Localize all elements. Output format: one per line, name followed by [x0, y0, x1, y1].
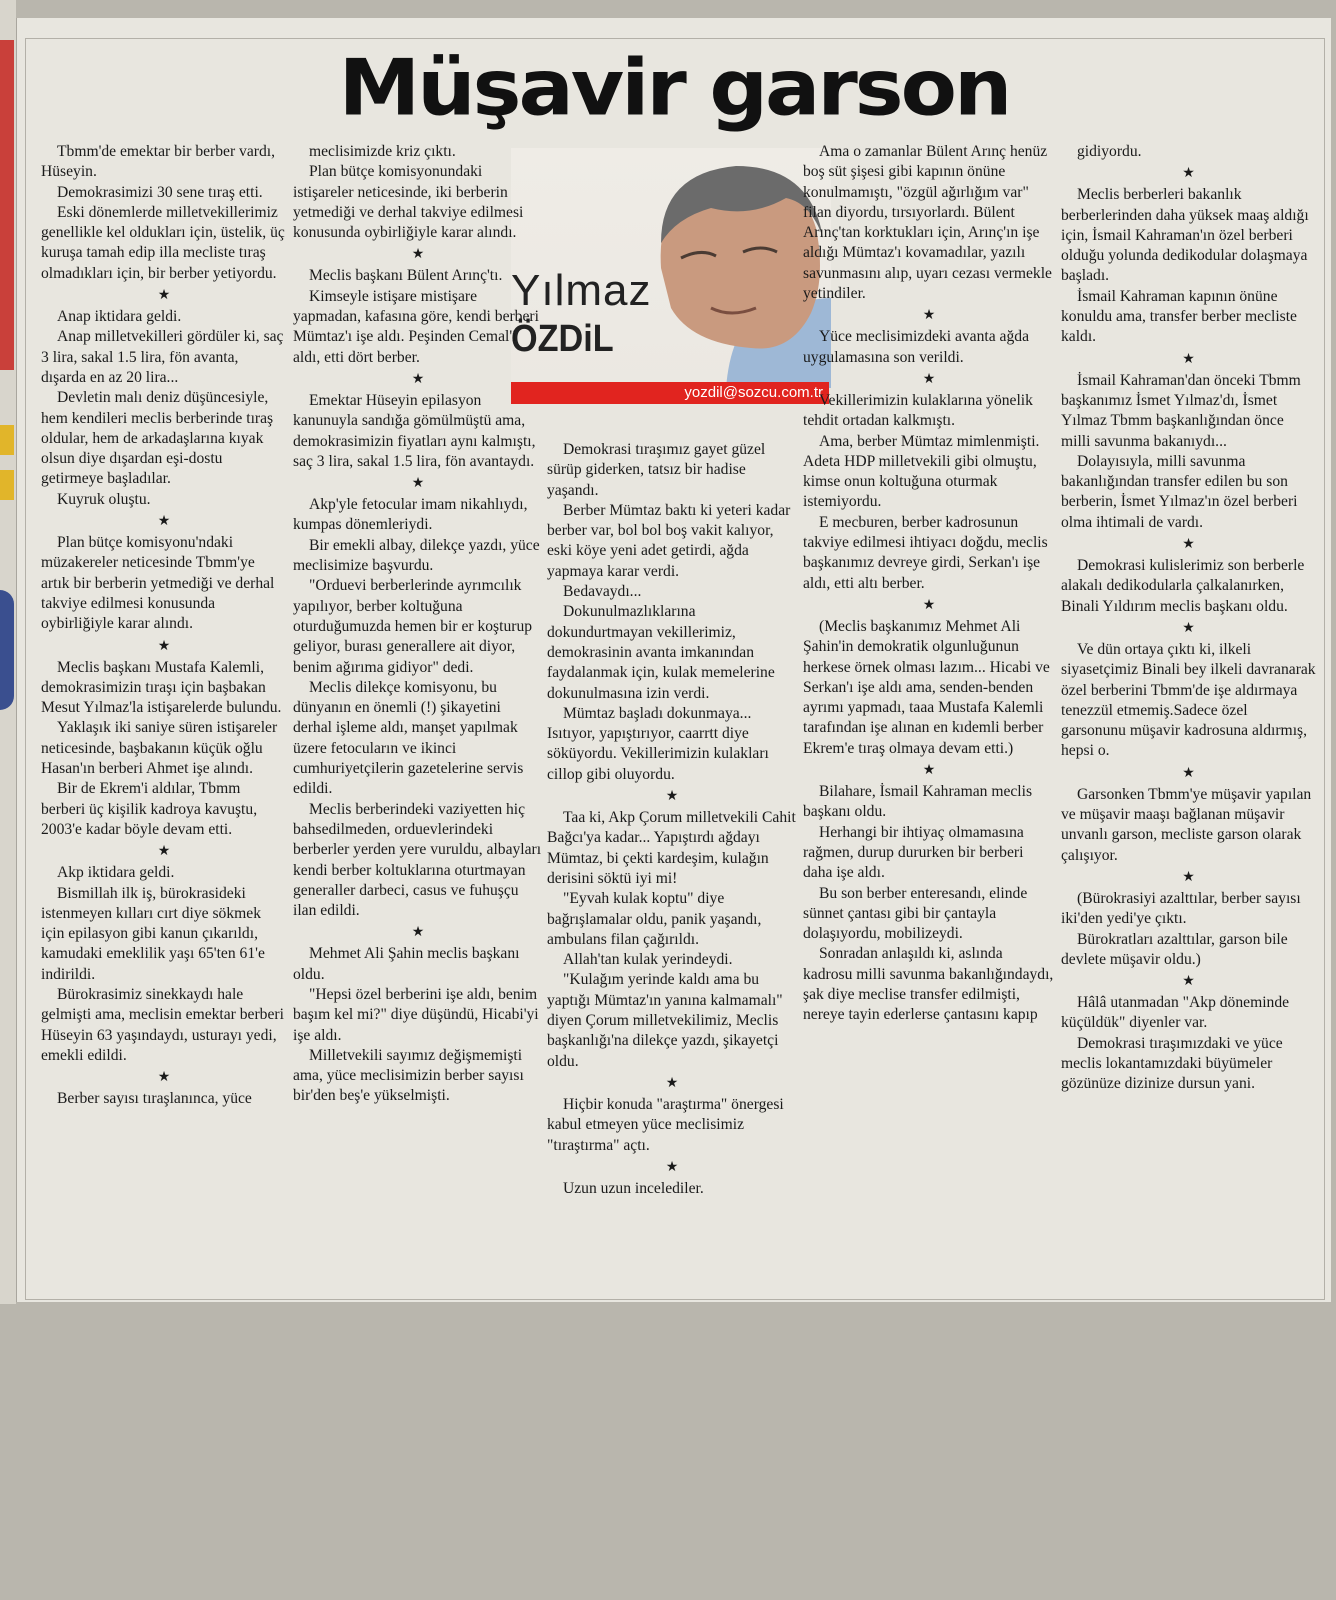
paragraph: Bir emekli albay, dilekçe yazdı, yüce meclisimize başvurdu.: [293, 536, 540, 575]
author-first-name: Yılmaz: [511, 266, 652, 315]
paragraph: Bir de Ekrem'i aldılar, Tbmm berberi üç kişilik kadroya kavuştu, 2003'e kadar böyle devam etti.: [41, 780, 258, 838]
section-separator-star: ★: [922, 308, 936, 324]
paragraph: "Hepsi özel berberini işe aldı, benim başım kel mi?" diye düşündü, Hicabi'yi işe aldı.: [293, 985, 539, 1044]
paragraph: Herhangi bir ihtiyaç olmamasına rağmen, durup dururken bir berberi daha işe aldı.: [803, 823, 1024, 882]
paragraph: Devletin malı deniz düşüncesiyle, hem kendileri meclis berberinde tıraş oldular, hem de arkadaşlarına kıyak olsun diye dışardan eşi-dostu getirmeye başladılar.: [41, 389, 274, 488]
section-separator-star: ★: [665, 1159, 679, 1175]
paragraph: Akp'yle fetocular imam nikahlıydı, kumpas dönemleriydi.: [293, 496, 528, 534]
section-separator-star: ★: [157, 514, 171, 530]
section-separator-star: ★: [411, 371, 425, 387]
column-2: [293, 142, 543, 1302]
paragraph: Tbmm'de emektar bir berber vardı, Hüseyin.: [41, 143, 276, 181]
section-separator-star: ★: [1182, 166, 1195, 182]
paragraph: "Kulağım yerinde kaldı ama bu yaptığı Mümtaz'ın yanına kalmamalı" diyen Çorum milletvekilimiz, Meclis başkanlığı'na dilekçe yazdı, şikayetçi oldu.: [547, 971, 783, 1070]
paragraph: Vekillerimizin kulaklarına yönelik tehdit ortadan kalkmıştı.: [803, 391, 1033, 430]
paragraph: Berber sayısı tıraşlanınca, yüce: [57, 1090, 252, 1108]
paragraph: gidiyordu.: [1077, 143, 1142, 160]
paragraph: Ve dün ortaya çıktı ki, ilkeli siyasetçimiz Binali bey ilkeli davranarak özel berberini Tbmm'de işe aldırmaya tenezzül etmemiş.Sadece özel garsonunu müşavir kadrosuna aldırmış, hepsi o.: [1061, 640, 1316, 760]
paragraph: Allah'tan kulak yerindeydi.: [563, 951, 733, 969]
section-separator-star: ★: [922, 371, 936, 387]
paragraph: Meclis başkanı Mustafa Kalemli, demokrasimizin tıraşı için başbakan Mesut Yılmaz'la istişarelerde bulundu.: [41, 658, 282, 717]
column-1: [41, 142, 287, 1302]
paragraph: İsmail Kahraman kapının önüne konuldu ama, transfer berber mecliste kaldı.: [1061, 287, 1297, 346]
paragraph: meclisimizde kriz çıktı.: [309, 143, 456, 160]
section-separator-star: ★: [1182, 620, 1195, 636]
paragraph: Kuyruk oluştu.: [57, 490, 151, 508]
paragraph: Meclis berberindeki vaziyetten hiç bahsedilmeden, orduevlerindeki berberler yerden yere vuruldu, albayları kendi berber koltuklarına oturtmayan generaller darbeci, casus ve fuhuşçu ilan edildi.: [293, 800, 542, 920]
paragraph: Taa ki, Akp Çorum milletvekili Cahit Bağcı'ya kadar... Yapıştırdı ağdayı Mümtaz, bi çekti kardeşim, kulağın derisini söktü iyi mi!: [547, 809, 796, 887]
column-3: [547, 440, 797, 1600]
paragraph: Emektar Hüseyin epilasyon kanunuyla sandığa gömülmüştü ama, demokrasimizin fiyatları aynı kalmıştı, saç 3 lira, sakal 1.5 lira, fön avantaydı.: [293, 391, 536, 470]
section-separator-star: ★: [411, 247, 425, 263]
section-separator-star: ★: [665, 789, 679, 805]
paragraph: Meclis başkanı Bülent Arınç'tı.: [309, 267, 503, 285]
paragraph: Berber Mümtaz baktı ki yeteri kadar berber var, bol bol boş vakit kalıyor, eski köye yeni adet getirdi, ağda yapmaya karar verdi.: [547, 501, 791, 580]
paragraph: Mehmet Ali Şahin meclis başkanı oldu.: [293, 945, 520, 983]
paragraph: Akp iktidara geldi.: [57, 864, 175, 882]
paragraph: Demokrasimizi 30 sene tıraş etti.: [57, 183, 263, 201]
paragraph: İsmail Kahraman'dan önceki Tbmm başkanımız İsmet Yılmaz'dı, İsmet Yılmaz Tbmm başkanlığından önce milli savunma bakanıydı...: [1061, 371, 1301, 450]
paragraph: Dolayısıyla, milli savunma bakanlığından transfer edilen bu son berberin, İsmet Yılmaz'ın özel berberi olma ihtimali de vardı.: [1061, 452, 1298, 531]
section-separator-star: ★: [922, 597, 936, 613]
section-separator-star: ★: [665, 1075, 679, 1091]
paragraph: Demokrasi tıraşımızdaki ve yüce meclis lokantamızdaki büyümeler gözünüze dizinize dursun yani.: [1061, 1034, 1283, 1093]
paragraph: E mecburen, berber kadrosunun takviye edilmesi ihtiyacı doğdu, meclis başkanımız devreye girdi, Serkan'ı işe aldı, etti altı berber.: [803, 513, 1048, 592]
column-4: [803, 142, 1055, 1302]
paragraph: Anap milletvekilleri gördüler ki, saç 3 lira, sakal 1.5 lira, fön avanta, dışarda en az 20 lira...: [41, 328, 284, 386]
paragraph: Milletvekili sayımız değişmemişti ama, yüce meclisimizin berber sayısı bir'den beş'e yükselmişti.: [293, 1046, 524, 1105]
paragraph: Uzun uzun incelediler.: [563, 1179, 704, 1197]
newspaper-page: [16, 18, 1331, 1302]
paragraph: Bismillah ilk iş, bürokrasideki istenmeyen kılları cırt diye sökmek için epilasyon gibi kanun çıkarıldı, kamudaki emeklilik yaşı 65'ten 61'e indirildi.: [41, 884, 265, 983]
section-separator-star: ★: [1182, 351, 1195, 367]
section-separator-star: ★: [157, 1070, 171, 1086]
paragraph: Anap iktidara geldi.: [57, 308, 182, 326]
paragraph: "Orduevi berberlerinde ayrımcılık yapılıyor, berber koltuğuna oturduğumuzda hemen bir er koşturup geliyor, burası generallere ait diyor, benim ağırıma gidiyor" dedi.: [293, 577, 533, 676]
section-separator-star: ★: [1182, 537, 1195, 553]
paragraph: Hiçbir konuda "araştırma" önergesi kabul etmeyen yüce meclisimiz "tıraştırma" açtı.: [547, 1095, 784, 1154]
column-5: [1061, 142, 1316, 1302]
paragraph: Sonradan anlaşıldı ki, aslında kadrosu milli savunma bakanlığındaydı, şak diye meclise transfer edilmişti, nereye tayin ederlerse çantasını kapıp: [803, 945, 1054, 1024]
author-photo: [511, 148, 831, 388]
paragraph: "Eyvah kulak koptu" diye bağrışlamalar oldu, panik yaşandı, ambulans filan çağırıldı.: [547, 890, 762, 948]
paragraph: Ama, berber Mümtaz mimlenmişti. Adeta HDP milletvekili gibi olmuştu, kimse onun koltuğuna oturmak istemiyordu.: [803, 432, 1040, 511]
section-separator-star: ★: [1182, 765, 1195, 781]
section-separator-star: ★: [1182, 869, 1195, 885]
paragraph: Demokrasi kulislerimiz son berberle alakalı dedikodularla çalkalanırken, Binali Yıldırım meclis başkanı oldu.: [1061, 557, 1305, 615]
paragraph: Eski dönemlerde milletvekillerimiz genellikle kel oldukları için, üstelik, üç kuruşa tamah edip illa mecliste tıraş olmadıkları için, bir berber yetiyordu.: [41, 203, 285, 282]
paragraph: Bedavaydı...: [563, 583, 642, 601]
paragraph: Meclis dilekçe komisyonu, bu dünyanın en önemli (!) şikayetini derhal işleme aldı, manşet yapılmak üzere fetocuların ve ikinci cumhuriyetçilerin gazetelerine servis edildi.: [293, 678, 524, 798]
paragraph: (Bürokrasiyi azalttılar, berber sayısı iki'den yedi'ye çıktı.: [1061, 889, 1301, 928]
adjacent-page-edge: [0, 0, 16, 1304]
section-separator-star: ★: [157, 638, 171, 654]
section-separator-star: ★: [922, 763, 936, 779]
section-separator-star: ★: [157, 288, 171, 304]
paragraph: Bilahare, İsmail Kahraman meclis başkanı oldu.: [803, 783, 1033, 821]
section-separator-star: ★: [411, 476, 425, 492]
author-last-name: ÖZDiL: [511, 318, 614, 360]
paragraph: Hâlâ utanmadan "Akp döneminde küçüldük" diyenler var.: [1061, 994, 1290, 1032]
paragraph: Ama o zamanlar Bülent Arınç henüz boş süt şişesi gibi kapının önüne konulmamıştı, "özgül ağırlığım var" filan diyordu, tırsıyorlardı. Bülent Arınç'tan korktukları için, Arınç'ın işe aldığı Mümtaz'ı kovamadılar, yazılı savunmasını alıp, uyarı cezası vermekle yetindiler.: [803, 143, 1052, 303]
headline: Müşavir garson: [338, 43, 1010, 134]
paragraph: Kimseyle istişare mistişare yapmadan, kafasına göre, kendi berberi Mümtaz'ı işe aldı. Peşinden Cemal'i aldı, etti dört berber.: [293, 287, 539, 366]
paragraph: Yaklaşık iki saniye süren istişareler neticesinde, başbakanın küçük oğlu Hasan'ın berberi Ahmet işe alındı.: [41, 719, 278, 778]
paragraph: Demokrasi tıraşımız gayet güzel sürüp giderken, tatsız bir hadise yaşandı.: [547, 441, 766, 499]
paragraph: (Meclis başkanımız Mehmet Ali Şahin'in demokratik olgunluğunun herkese örnek olması lazım... Hicabi ve Serkan'ı işe aldı ama, senden-benden ayrımı yapmadı, taaa Mustafa Kalemli tarafından işe alınan en kıdemli berber Ekrem'e tıraş olmaya devam etti.): [803, 617, 1050, 757]
paragraph: Plan bütçe komisyonu'ndaki müzakereler neticesinde Tbmm'ye artık bir berberin yetmediği ve derhal takviye edilmesi konusunda oybirliğiyle karar alındı.: [41, 534, 275, 633]
section-separator-star: ★: [157, 844, 171, 860]
paragraph: Plan bütçe komisyonundaki istişareler neticesinde, iki berberin yetmediği ve derhal takviye edilmesi konusunda oybirliğiyle karar alındı.: [293, 163, 524, 242]
paragraph: Mümtaz başladı dokunmaya... Isıtıyor, yapıştırıyor, caarrtt diye söküyordu. Vekillerimizin kulakları cillop gibi oluyordu.: [547, 704, 769, 783]
paragraph: Bu son berber enteresandı, elinde sünnet çantası gibi bir çantayla dolaşıyordu, mobilizeydi.: [803, 884, 1028, 943]
paragraph: Dokunulmazlıklarına dokundurtmayan vekillerimiz, demokrasinin avanta imkanından faydalanmak için, kulak memelerine dokunulmasına izin verdi.: [547, 603, 775, 702]
section-separator-star: ★: [1182, 974, 1195, 990]
author-email: yozdil@sozcu.com.tr: [511, 382, 829, 404]
paragraph: Bürokratları azalttılar, garson bile devlete müşavir oldu.): [1061, 930, 1288, 968]
paragraph: Garsonken Tbmm'ye müşavir yapılan ve müşavir maaşı bağlanan müşavir unvanlı garson, mecliste garson olarak çalışıyor.: [1061, 785, 1312, 864]
paragraph: Meclis berberleri bakanlık berberlerinden daha yüksek maaş aldığı için, İsmail Kahraman'ın özel berberi olduğu yolunda dedikodular dolaşmaya başladı.: [1061, 186, 1309, 285]
paragraph: Yüce meclisimizdeki avanta ağda uygulamasına son verildi.: [803, 328, 1029, 366]
section-separator-star: ★: [411, 925, 425, 941]
paragraph: Bürokrasimiz sinekkaydı hale gelmişti ama, meclisin emektar berberi Hüseyin 63 yaşındaydı, usturayı yedi, emekli edildi.: [41, 985, 284, 1064]
